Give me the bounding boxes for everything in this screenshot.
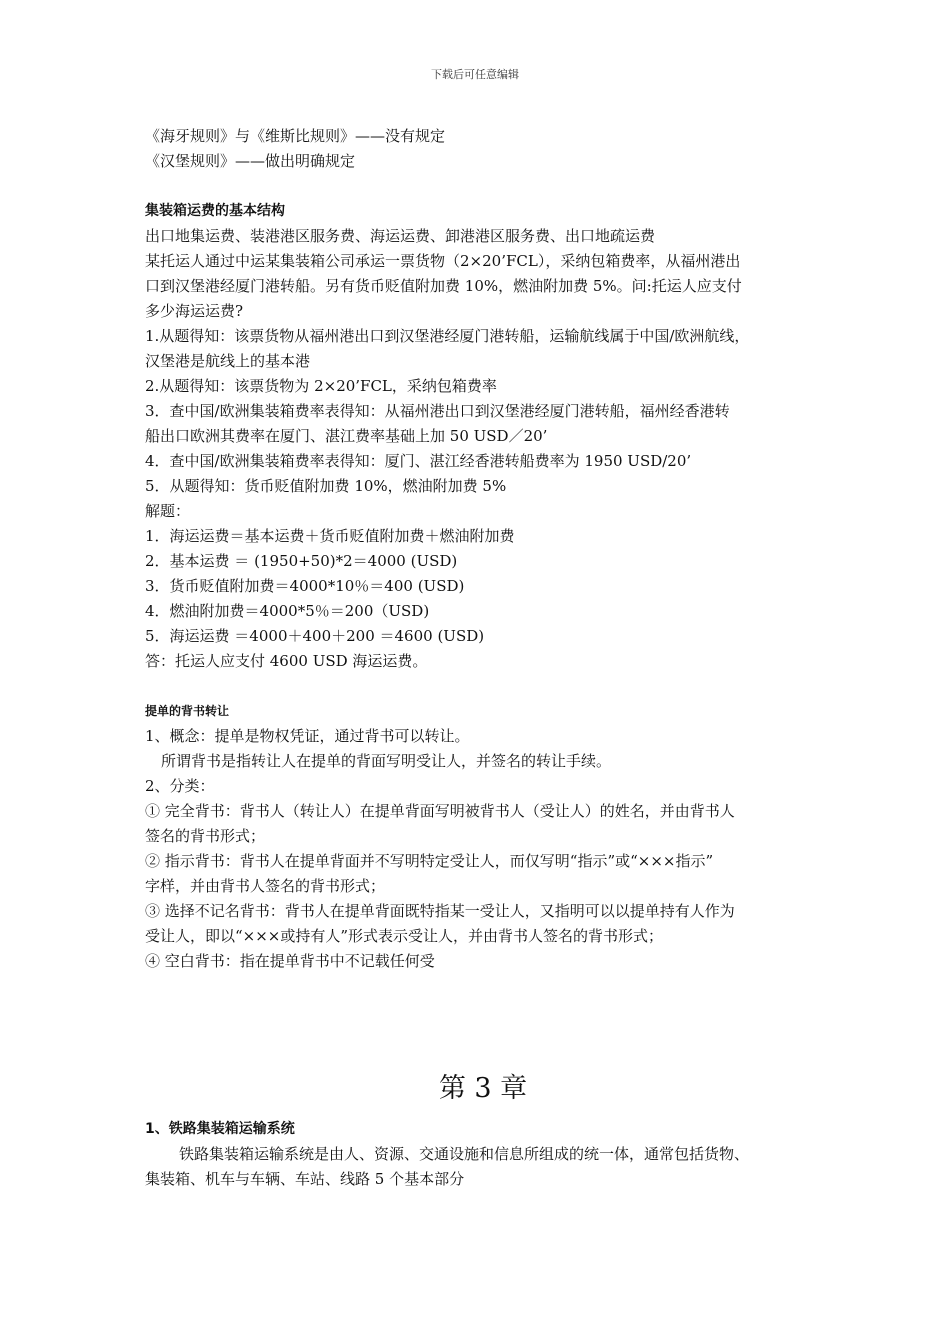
chapter-section-heading: 1、铁路集装箱运输系统 [145, 1121, 295, 1137]
text-line: 3．货币贬值附加费＝4000*10％＝400 (USD) [145, 577, 465, 595]
text-line: 某托运人通过中运某集装箱公司承运一票货物（2×20’FCL），采纳包箱费率，从福州港出 [145, 252, 741, 270]
text-line: 汉堡港是航线上的基本港 [145, 352, 311, 370]
text-line: 1．海运运费＝基本运费＋货币贬值附加费＋燃油附加费 [145, 527, 515, 545]
intro-line: 《汉堡规则》——做出明确规定 [145, 152, 356, 170]
text-line: 铁路集装箱运输系统是由人、资源、交通设施和信息所组成的统一体，通常包括货物、 [179, 1145, 750, 1163]
spacer [145, 674, 821, 699]
text-line: 5．从题得知：货币贬值附加费 10%，燃油附加费 5% [145, 477, 507, 495]
text-line: 2．基本运费 ＝ (1950+50)*2＝4000 (USD) [145, 552, 458, 570]
text-line: 5．海运运费 ＝4000＋400＋200 ＝4600 (USD) [145, 627, 485, 645]
chapter-title: 第 3 章 [438, 1073, 528, 1104]
text-line: 口到汉堡港经厦门港转船。另有货币贬值附加费 10%，燃油附加费 5%。问:托运人应支付 [145, 277, 742, 295]
text-line: 出口地集运费、装港港区服务费、海运运费、卸港港区服务费、出口地疏运费 [145, 227, 656, 245]
text-line: 船出口欧洲其费率在厦门、湛江费率基础上加 50 USD／20’ [145, 427, 548, 445]
text-line: 所谓背书是指转让人在提单的背面写明受让人，并签名的转让手续。 [161, 752, 612, 770]
text-line: 签名的背书形式； [145, 827, 266, 845]
intro-line: 《海牙规则》与《维斯比规则》——没有规定 [145, 127, 446, 145]
text-line: 1、概念：提单是物权凭证，通过背书可以转让。 [145, 727, 470, 745]
text-line: ① 完全背书：背书人（转让人）在提单背面写明被背书人（受让人）的姓名，并由背书人 [145, 802, 735, 820]
endorsement-section-heading: 提单的背书转让 [145, 704, 230, 718]
text-line: ② 指示背书：背书人在提单背面并不写明特定受让人，而仅写明“指示”或“×××指示” [145, 852, 714, 870]
text-line: 受让人，即以“×××或持有人”形式表示受让人，并由背书人签名的背书形式； [145, 927, 664, 945]
spacer [145, 174, 821, 199]
text-line: 多少海运运费? [145, 302, 244, 320]
text-line: 集装箱、机车与车辆、车站、线路 5 个基本部分 [145, 1170, 465, 1188]
text-line: 1.从题得知：该票货物从福州港出口到汉堡港经厦门港转船，运输航线属于中国/欧洲航线， [145, 327, 750, 345]
text-line: ④ 空白背书：指在提单背书中不记载任何受 [145, 952, 435, 970]
text-line: 4．燃油附加费＝4000*5％＝200（USD) [145, 602, 430, 620]
text-line: 解题： [145, 502, 191, 520]
text-line: 3．查中国/欧洲集装箱费率表得知：从福州港出口到汉堡港经厦门港转船，福州经香港转 [145, 402, 730, 420]
text-line: 2.从题得知：该票货物为 2×20’FCL，采纳包箱费率 [145, 377, 497, 395]
document-body [145, 124, 821, 1192]
freight-section-heading: 集装箱运费的基本结构 [145, 203, 285, 219]
text-line: 字样，并由背书人签名的背书形式； [145, 877, 386, 895]
text-line: 4．查中国/欧洲集装箱费率表得知：厦门、湛江经香港转船费率为 1950 USD/20’ [145, 452, 692, 470]
spacer [145, 974, 821, 1067]
text-line: 答：托运人应支付 4600 USD 海运运费。 [145, 652, 428, 670]
header-note: 下载后可任意编辑 [431, 68, 519, 81]
text-line: 2、分类： [145, 777, 215, 795]
text-line: ③ 选择不记名背书：背书人在提单背面既特指某一受让人，又指明可以以提单持有人作为 [145, 902, 735, 920]
